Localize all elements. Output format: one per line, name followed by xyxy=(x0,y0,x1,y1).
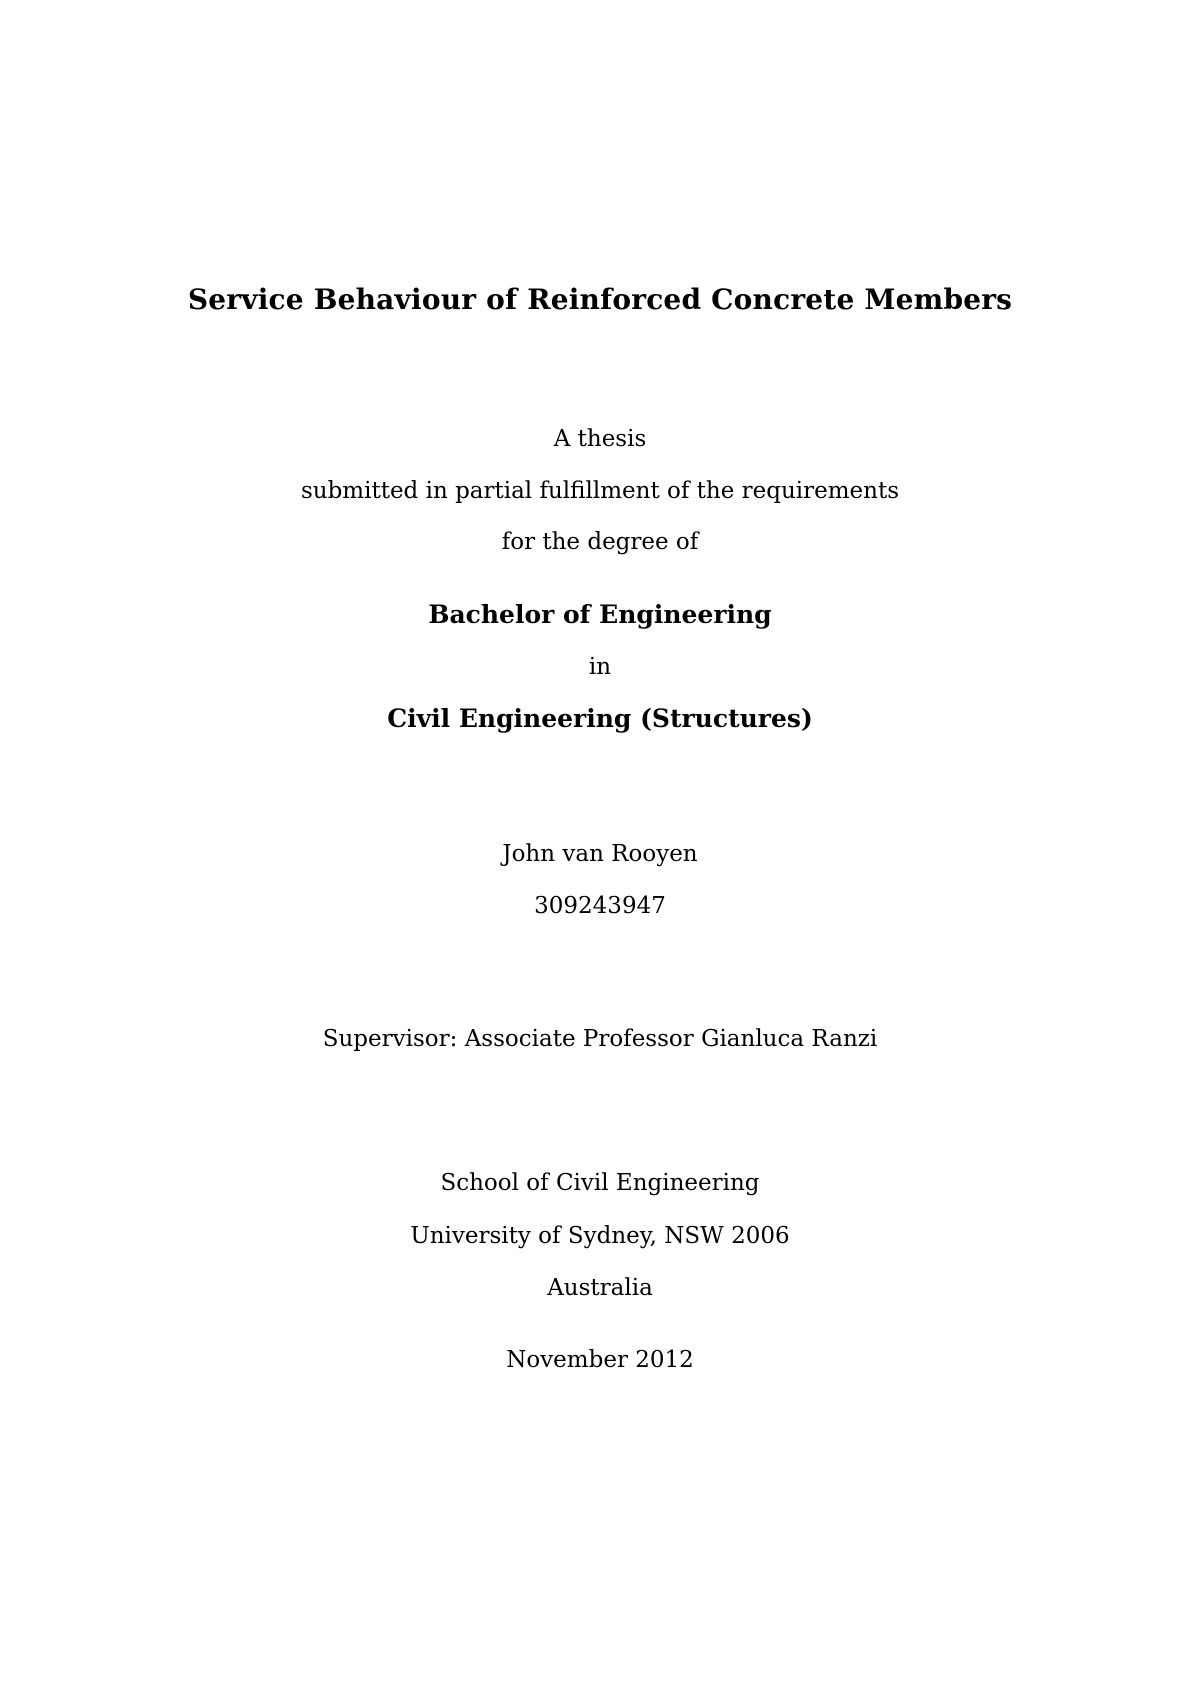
university-name: University of Sydney, NSW 2006 xyxy=(410,1223,790,1249)
submission-date: November 2012 xyxy=(506,1347,694,1373)
degree-of-line: for the degree of xyxy=(501,529,699,555)
in-word: in xyxy=(588,654,612,680)
supervisor-line: Supervisor: Associate Professor Gianluca Ranzi xyxy=(322,1026,878,1052)
field-of-study: Civil Engineering (Structures) xyxy=(387,704,813,733)
thesis-title: Service Behaviour of Reinforced Concrete Members xyxy=(187,283,1013,316)
author-name: John van Rooyen xyxy=(502,841,698,867)
student-id: 309243947 xyxy=(534,893,666,919)
degree-name: Bachelor of Engineering xyxy=(428,600,772,629)
school-name: School of Civil Engineering xyxy=(440,1170,760,1196)
submitted-line: submitted in partial fulfillment of the requirements xyxy=(300,478,900,504)
country-name: Australia xyxy=(547,1275,653,1301)
thesis-label: A thesis xyxy=(553,426,647,452)
